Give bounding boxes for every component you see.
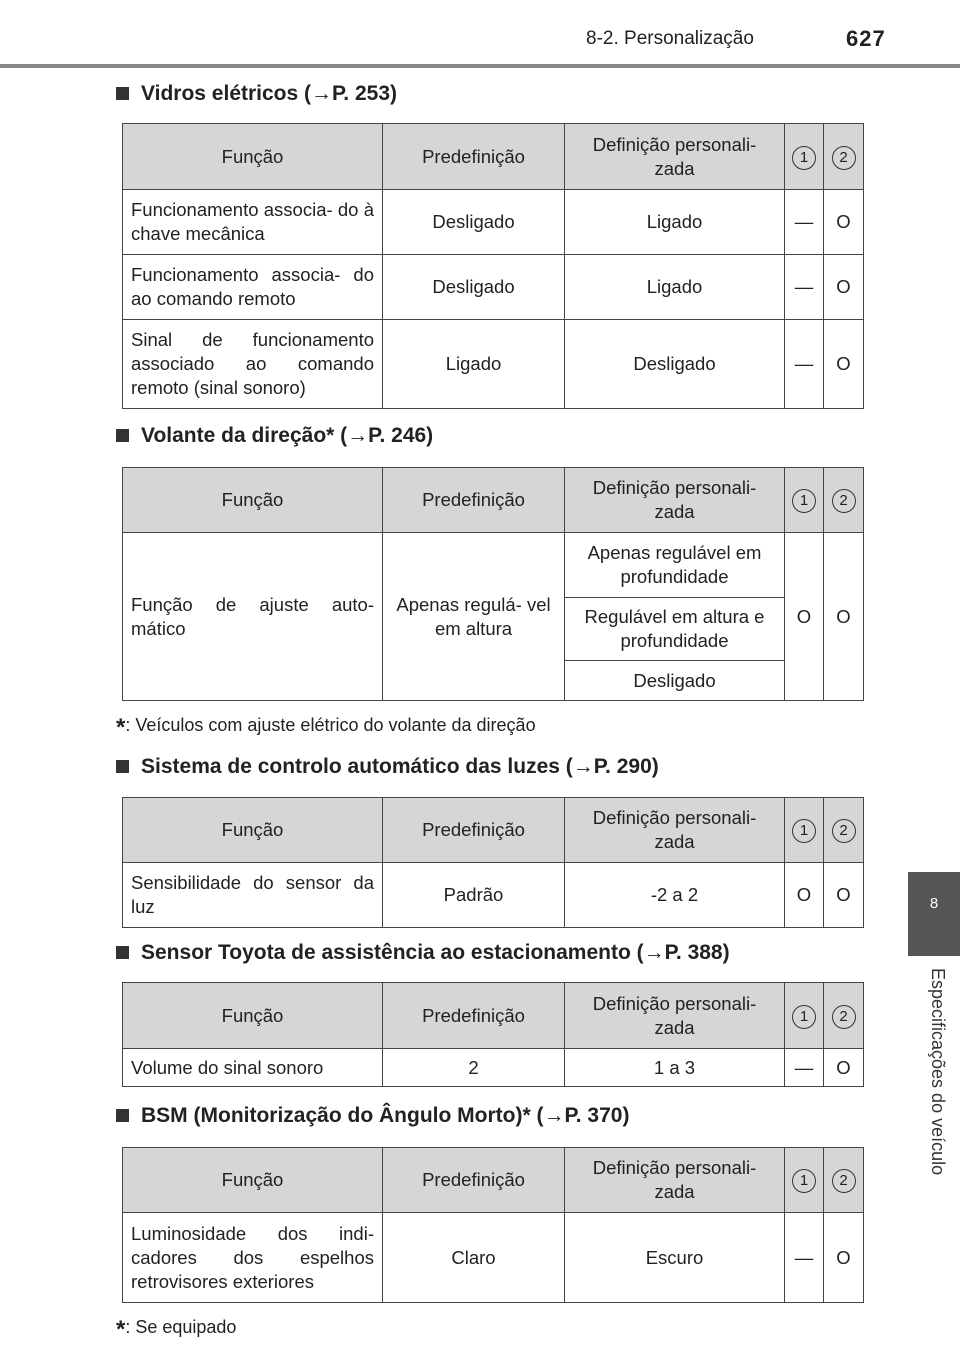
- method-1-cell: —: [785, 190, 824, 255]
- circled-number-2: 2: [832, 146, 856, 170]
- column-header: [785, 983, 824, 1049]
- method-1-cell: O: [785, 863, 824, 928]
- method-2-cell: O: [824, 190, 864, 255]
- custom-cell: Apenas regulável em profundidade: [565, 533, 785, 598]
- column-header: [824, 124, 864, 190]
- bullet-square-icon: [116, 760, 129, 773]
- bullet-square-icon: [116, 87, 129, 100]
- method-2-cell: O: [824, 533, 864, 701]
- column-header: [785, 124, 824, 190]
- custom-cell: Ligado: [565, 190, 785, 255]
- column-header: Função: [123, 983, 383, 1049]
- custom-cell: Regulável em altura e profundidade: [565, 598, 785, 661]
- method-1-cell: —: [785, 320, 824, 409]
- column-header: Predefinição: [383, 983, 565, 1049]
- column-header: Função: [123, 1148, 383, 1213]
- chapter-number: 8: [929, 895, 939, 912]
- default-cell: 2: [383, 1049, 565, 1087]
- table-header-row: [123, 468, 864, 533]
- method-2-cell: O: [824, 1213, 864, 1303]
- footnote: *: Veículos com ajuste elétrico do volante da direção: [116, 714, 536, 741]
- column-header: [824, 468, 864, 533]
- circled-number-2: 2: [832, 819, 856, 843]
- column-header: Definição personali- zada: [565, 468, 785, 533]
- function-cell: Sinal de funcionamento associado ao comando remoto (sinal sonoro): [123, 320, 383, 409]
- settings-table: [122, 982, 864, 1087]
- table-row: [123, 533, 864, 598]
- method-1-cell: —: [785, 1049, 824, 1087]
- method-1-cell: —: [785, 1213, 824, 1303]
- function-cell: Sensibilidade do sensor da luz: [123, 863, 383, 928]
- custom-cell: Ligado: [565, 255, 785, 320]
- table-row: [123, 320, 864, 409]
- method-2-cell: O: [824, 863, 864, 928]
- asterisk-icon: *: [116, 1316, 126, 1343]
- custom-cell: Desligado: [565, 320, 785, 409]
- table-row: [123, 1213, 864, 1303]
- column-header: Predefinição: [383, 798, 565, 863]
- column-header: Definição personali- zada: [565, 124, 785, 190]
- table-row: [123, 1049, 864, 1087]
- column-header: [824, 798, 864, 863]
- method-2-cell: O: [824, 255, 864, 320]
- function-cell: Funcionamento associa- do à chave mecânica: [123, 190, 383, 255]
- bullet-square-icon: [116, 946, 129, 959]
- column-header: Função: [123, 124, 383, 190]
- page-number: 627: [846, 26, 886, 51]
- circled-number-2: 2: [832, 489, 856, 513]
- column-header: [785, 798, 824, 863]
- chapter-tab: [908, 872, 960, 956]
- circled-number-2: 2: [832, 1169, 856, 1193]
- default-cell: Apenas regulá- vel em altura: [383, 533, 565, 701]
- section-title: Sensor Toyota de assistência ao estacionamento (→P. 388): [116, 941, 730, 965]
- column-header: [785, 1148, 824, 1213]
- column-header: [824, 1148, 864, 1213]
- table-header-row: [123, 798, 864, 863]
- method-2-cell: O: [824, 1049, 864, 1087]
- column-header: Predefinição: [383, 124, 565, 190]
- method-1-cell: —: [785, 255, 824, 320]
- function-cell: Luminosidade dos indi- cadores dos espelhos retrovisores exteriores: [123, 1213, 383, 1303]
- asterisk-icon: *: [116, 714, 126, 741]
- footnote: *: Se equipado: [116, 1316, 237, 1343]
- section-title: Volante da direção* (→P. 246): [116, 424, 433, 448]
- column-header: Predefinição: [383, 1148, 565, 1213]
- custom-cell: 1 a 3: [565, 1049, 785, 1087]
- function-cell: Volume do sinal sonoro: [123, 1049, 383, 1087]
- method-2-cell: O: [824, 320, 864, 409]
- function-cell: Função de ajuste auto- mático: [123, 533, 383, 701]
- table-row: [123, 190, 864, 255]
- section-label: 8-2. Personalização: [586, 28, 754, 49]
- column-header: [785, 468, 824, 533]
- circled-number-2: 2: [832, 1005, 856, 1029]
- settings-table: [122, 797, 864, 928]
- column-header: Definição personali- zada: [565, 1148, 785, 1213]
- table-header-row: [123, 124, 864, 190]
- circled-number-1: 1: [792, 489, 816, 513]
- circled-number-1: 1: [792, 1169, 816, 1193]
- default-cell: Desligado: [383, 255, 565, 320]
- method-1-cell: O: [785, 533, 824, 701]
- settings-table: [122, 467, 864, 701]
- custom-cell: Escuro: [565, 1213, 785, 1303]
- circled-number-1: 1: [792, 819, 816, 843]
- column-header: Definição personali- zada: [565, 798, 785, 863]
- section-title: Vidros elétricos (→P. 253): [116, 82, 397, 106]
- column-header: Função: [123, 468, 383, 533]
- bullet-square-icon: [116, 1109, 129, 1122]
- section-title: Sistema de controlo automático das luzes (→P. 290): [116, 755, 659, 779]
- settings-table: [122, 123, 864, 409]
- settings-table: [122, 1147, 864, 1303]
- column-header: Predefinição: [383, 468, 565, 533]
- default-cell: Claro: [383, 1213, 565, 1303]
- custom-cell: Desligado: [565, 661, 785, 701]
- table-row: [123, 255, 864, 320]
- circled-number-1: 1: [792, 1005, 816, 1029]
- column-header: Definição personali- zada: [565, 983, 785, 1049]
- default-cell: Ligado: [383, 320, 565, 409]
- table-header-row: [123, 1148, 864, 1213]
- circled-number-1: 1: [792, 146, 816, 170]
- column-header: Função: [123, 798, 383, 863]
- section-title: BSM (Monitorização do Ângulo Morto)* (→P. 370): [116, 1104, 629, 1128]
- header-divider: [0, 64, 960, 68]
- default-cell: Padrão: [383, 863, 565, 928]
- column-header: [824, 983, 864, 1049]
- custom-cell: -2 a 2: [565, 863, 785, 928]
- chapter-title: Especificações do veículo: [928, 968, 948, 1176]
- bullet-square-icon: [116, 429, 129, 442]
- function-cell: Funcionamento associa- do ao comando remoto: [123, 255, 383, 320]
- table-row: [123, 863, 864, 928]
- default-cell: Desligado: [383, 190, 565, 255]
- table-header-row: [123, 983, 864, 1049]
